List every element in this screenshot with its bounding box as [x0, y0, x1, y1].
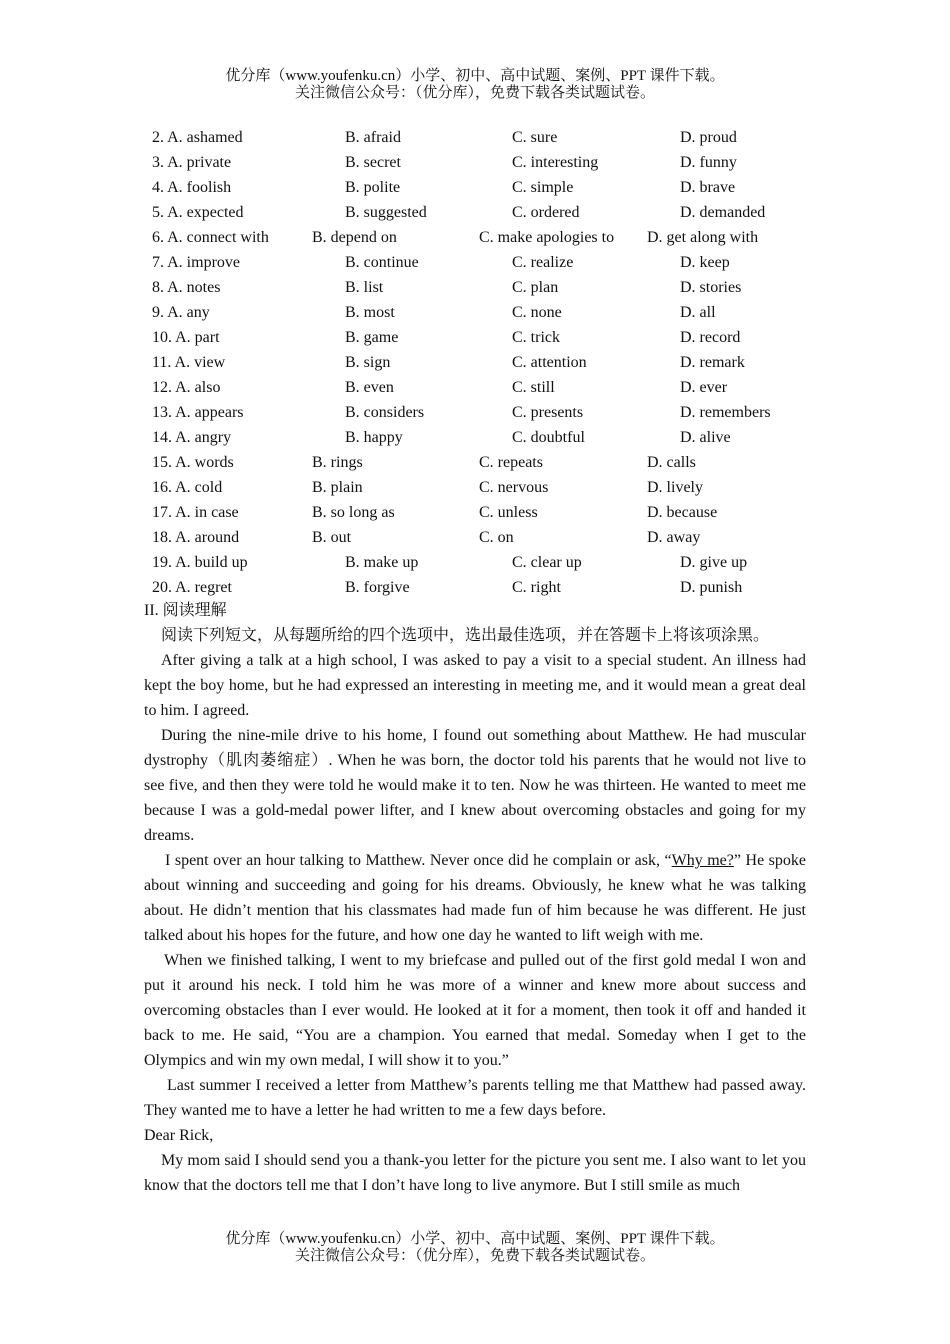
page-header: [0, 68, 950, 102]
option-row: [0, 351, 950, 376]
option-row: [0, 501, 950, 526]
passage-paragraph-2: During the nine-mile drive to his home, I found out something about Matthew. He had muscular dystrophy（肌肉萎缩症）. When he was born, the doctor told his parents that he would not live to see five, and then they were told he would make it to ten. Now he was thirteen. He wanted to meet me because I was a gold-medal power lifter, and I knew about overcoming obstacles and going for my dreams.: [144, 727, 806, 844]
option-d: D. get along with: [647, 229, 759, 246]
option-a: 18. A. around: [152, 529, 240, 546]
option-d: D. punish: [680, 579, 743, 596]
option-c: C. presents: [512, 404, 584, 421]
option-b: B. out: [312, 529, 352, 546]
option-list: [0, 126, 950, 601]
option-d: D. remark: [680, 354, 745, 371]
section-instruction: 阅读下列短文，从每题所给的四个选项中，选出最佳选项，并在答题卡上将该项涂黑。: [161, 627, 770, 644]
option-c: C. repeats: [479, 454, 543, 471]
option-a: 8. A. notes: [152, 279, 221, 296]
option-row: [0, 526, 950, 551]
option-c: C. doubtful: [512, 429, 585, 446]
option-b: B. so long as: [312, 504, 395, 521]
option-d: D. all: [680, 304, 716, 321]
option-row: [0, 176, 950, 201]
option-row: [0, 326, 950, 351]
underlined-phrase: Why me?: [671, 852, 734, 869]
passage-paragraph-3: [144, 848, 806, 948]
option-row: [0, 151, 950, 176]
header-line-1: 优分库（www.youfenku.cn）小学、初中、高中试题、案例、PPT 课件下载。: [225, 68, 725, 84]
passage-paragraph-4: When we finished talking, I went to my briefcase and pulled out of the first gold medal I won and put it around his neck. I told him he was more of a winner and knew more about success and overcoming obstacles than I ever would. He looked at it for a moment, then took it off and handed it back to me. He said, “You are a champion. You earned that medal. Someday when I get to the Olympics and win my own medal, I will show it to you.”: [144, 952, 806, 1069]
header-line-2: 关注微信公众号：（优分库），免费下载各类试题试卷。: [294, 85, 655, 101]
option-row: [0, 301, 950, 326]
option-d: D. ever: [680, 379, 728, 396]
option-b: B. game: [345, 329, 399, 346]
option-a: 12. A. also: [152, 379, 221, 396]
option-a: 6. A. connect with: [152, 229, 269, 246]
option-c: C. attention: [512, 354, 587, 371]
option-d: D. stories: [680, 279, 742, 296]
option-d: D. give up: [680, 554, 748, 571]
option-b: B. continue: [345, 254, 419, 271]
option-a: 16. A. cold: [152, 479, 223, 496]
option-a: 11. A. view: [152, 354, 226, 371]
option-c: C. simple: [512, 179, 574, 196]
option-b: B. most: [345, 304, 395, 321]
footer-line-1: 优分库（www.youfenku.cn）小学、初中、高中试题、案例、PPT 课件下载。: [225, 1231, 725, 1247]
reading-section: [144, 598, 806, 1198]
option-row: [0, 426, 950, 451]
option-b: B. happy: [345, 429, 403, 446]
passage-paragraph-1: After giving a talk at a high school, I was asked to pay a visit to a special student. An illness had kept the boy home, but he had expressed an interesting in meeting me, and it would mean a great deal to him. I agreed.: [144, 652, 806, 719]
option-c: C. trick: [512, 329, 560, 346]
option-b: B. suggested: [345, 204, 427, 221]
option-a: 2. A. ashamed: [152, 129, 243, 146]
option-row: [0, 451, 950, 476]
option-d: D. keep: [680, 254, 730, 271]
option-a: 13. A. appears: [152, 404, 244, 421]
option-a: 9. A. any: [152, 304, 210, 321]
option-c: C. make apologies to: [479, 229, 615, 246]
option-row: [0, 126, 950, 151]
option-a: 15. A. words: [152, 454, 234, 471]
option-d: D. lively: [647, 479, 703, 496]
option-row: [0, 476, 950, 501]
page-footer: [0, 1231, 950, 1265]
option-c: C. clear up: [512, 554, 582, 571]
option-b: B. considers: [345, 404, 425, 421]
option-c: C. interesting: [512, 154, 599, 171]
letter-greeting: Dear Rick,: [144, 1127, 214, 1144]
option-row: [0, 551, 950, 576]
option-a: 10. A. part: [152, 329, 220, 346]
option-d: D. calls: [647, 454, 696, 471]
option-a: 4. A. foolish: [152, 179, 232, 196]
option-d: D. proud: [680, 129, 737, 146]
option-b: B. list: [345, 279, 384, 296]
paragraph-3-end: ” He spoke about winning and succeeding and going for his dreams. Obviously, he knew what he was talking about. He didn’t mention that his classmates had made fun of him because he was different. He just talked about his hopes for the future, and how one day he wanted to lift weigh with me.: [144, 852, 807, 944]
option-b: B. polite: [345, 179, 401, 196]
option-d: D. because: [647, 504, 718, 521]
option-a: 17. A. in case: [152, 504, 239, 521]
option-b: B. plain: [312, 479, 363, 496]
option-row: [0, 251, 950, 276]
option-a: 3. A. private: [152, 154, 232, 171]
option-d: D. funny: [680, 154, 737, 171]
footer-line-2: 关注微信公众号：（优分库），免费下载各类试题试卷。: [294, 1248, 655, 1264]
option-c: C. ordered: [512, 204, 580, 221]
option-b: B. depend on: [312, 229, 397, 246]
passage-paragraph-5: Last summer I received a letter from Matthew’s parents telling me that Matthew had passed away. They wanted me to have a letter he had written to me a few days before.: [144, 1077, 806, 1119]
option-c: C. nervous: [479, 479, 549, 496]
option-a: 19. A. build up: [152, 554, 248, 571]
option-b: B. secret: [345, 154, 401, 171]
option-c: C. realize: [512, 254, 574, 271]
option-d: D. alive: [680, 429, 731, 446]
option-d: D. away: [647, 529, 701, 546]
option-b: B. even: [345, 379, 394, 396]
option-row: [0, 201, 950, 226]
option-a: 5. A. expected: [152, 204, 244, 221]
option-c: C. unless: [479, 504, 538, 521]
option-a: 14. A. angry: [152, 429, 232, 446]
paragraph-3-start: I spent over an hour talking to Matthew. Never once did he complain or ask, “: [165, 852, 672, 869]
option-d: D. demanded: [680, 204, 766, 221]
option-c: C. none: [512, 304, 562, 321]
option-c: C. plan: [512, 279, 559, 296]
option-d: D. brave: [680, 179, 736, 196]
letter-paragraph-1: My mom said I should send you a thank-you letter for the picture you sent me. I also want to let you know that the doctors tell me that I don’t have long to live anymore. But I still smile as much: [144, 1152, 806, 1194]
option-a: 20. A. regret: [152, 579, 232, 596]
option-row: [0, 401, 950, 426]
option-row: [0, 376, 950, 401]
option-b: B. sign: [345, 354, 391, 371]
option-b: B. forgive: [345, 579, 410, 596]
option-d: D. remembers: [680, 404, 771, 421]
option-row: [0, 226, 950, 251]
section-title: II. 阅读理解: [144, 602, 227, 619]
option-row: [0, 276, 950, 301]
option-c: C. right: [512, 579, 561, 596]
option-b: B. afraid: [345, 129, 401, 146]
option-b: B. make up: [345, 554, 419, 571]
option-a: 7. A. improve: [152, 254, 240, 271]
option-c: C. still: [512, 379, 555, 396]
option-c: C. on: [479, 529, 514, 546]
option-b: B. rings: [312, 454, 363, 471]
option-c: C. sure: [512, 129, 558, 146]
option-d: D. record: [680, 329, 741, 346]
